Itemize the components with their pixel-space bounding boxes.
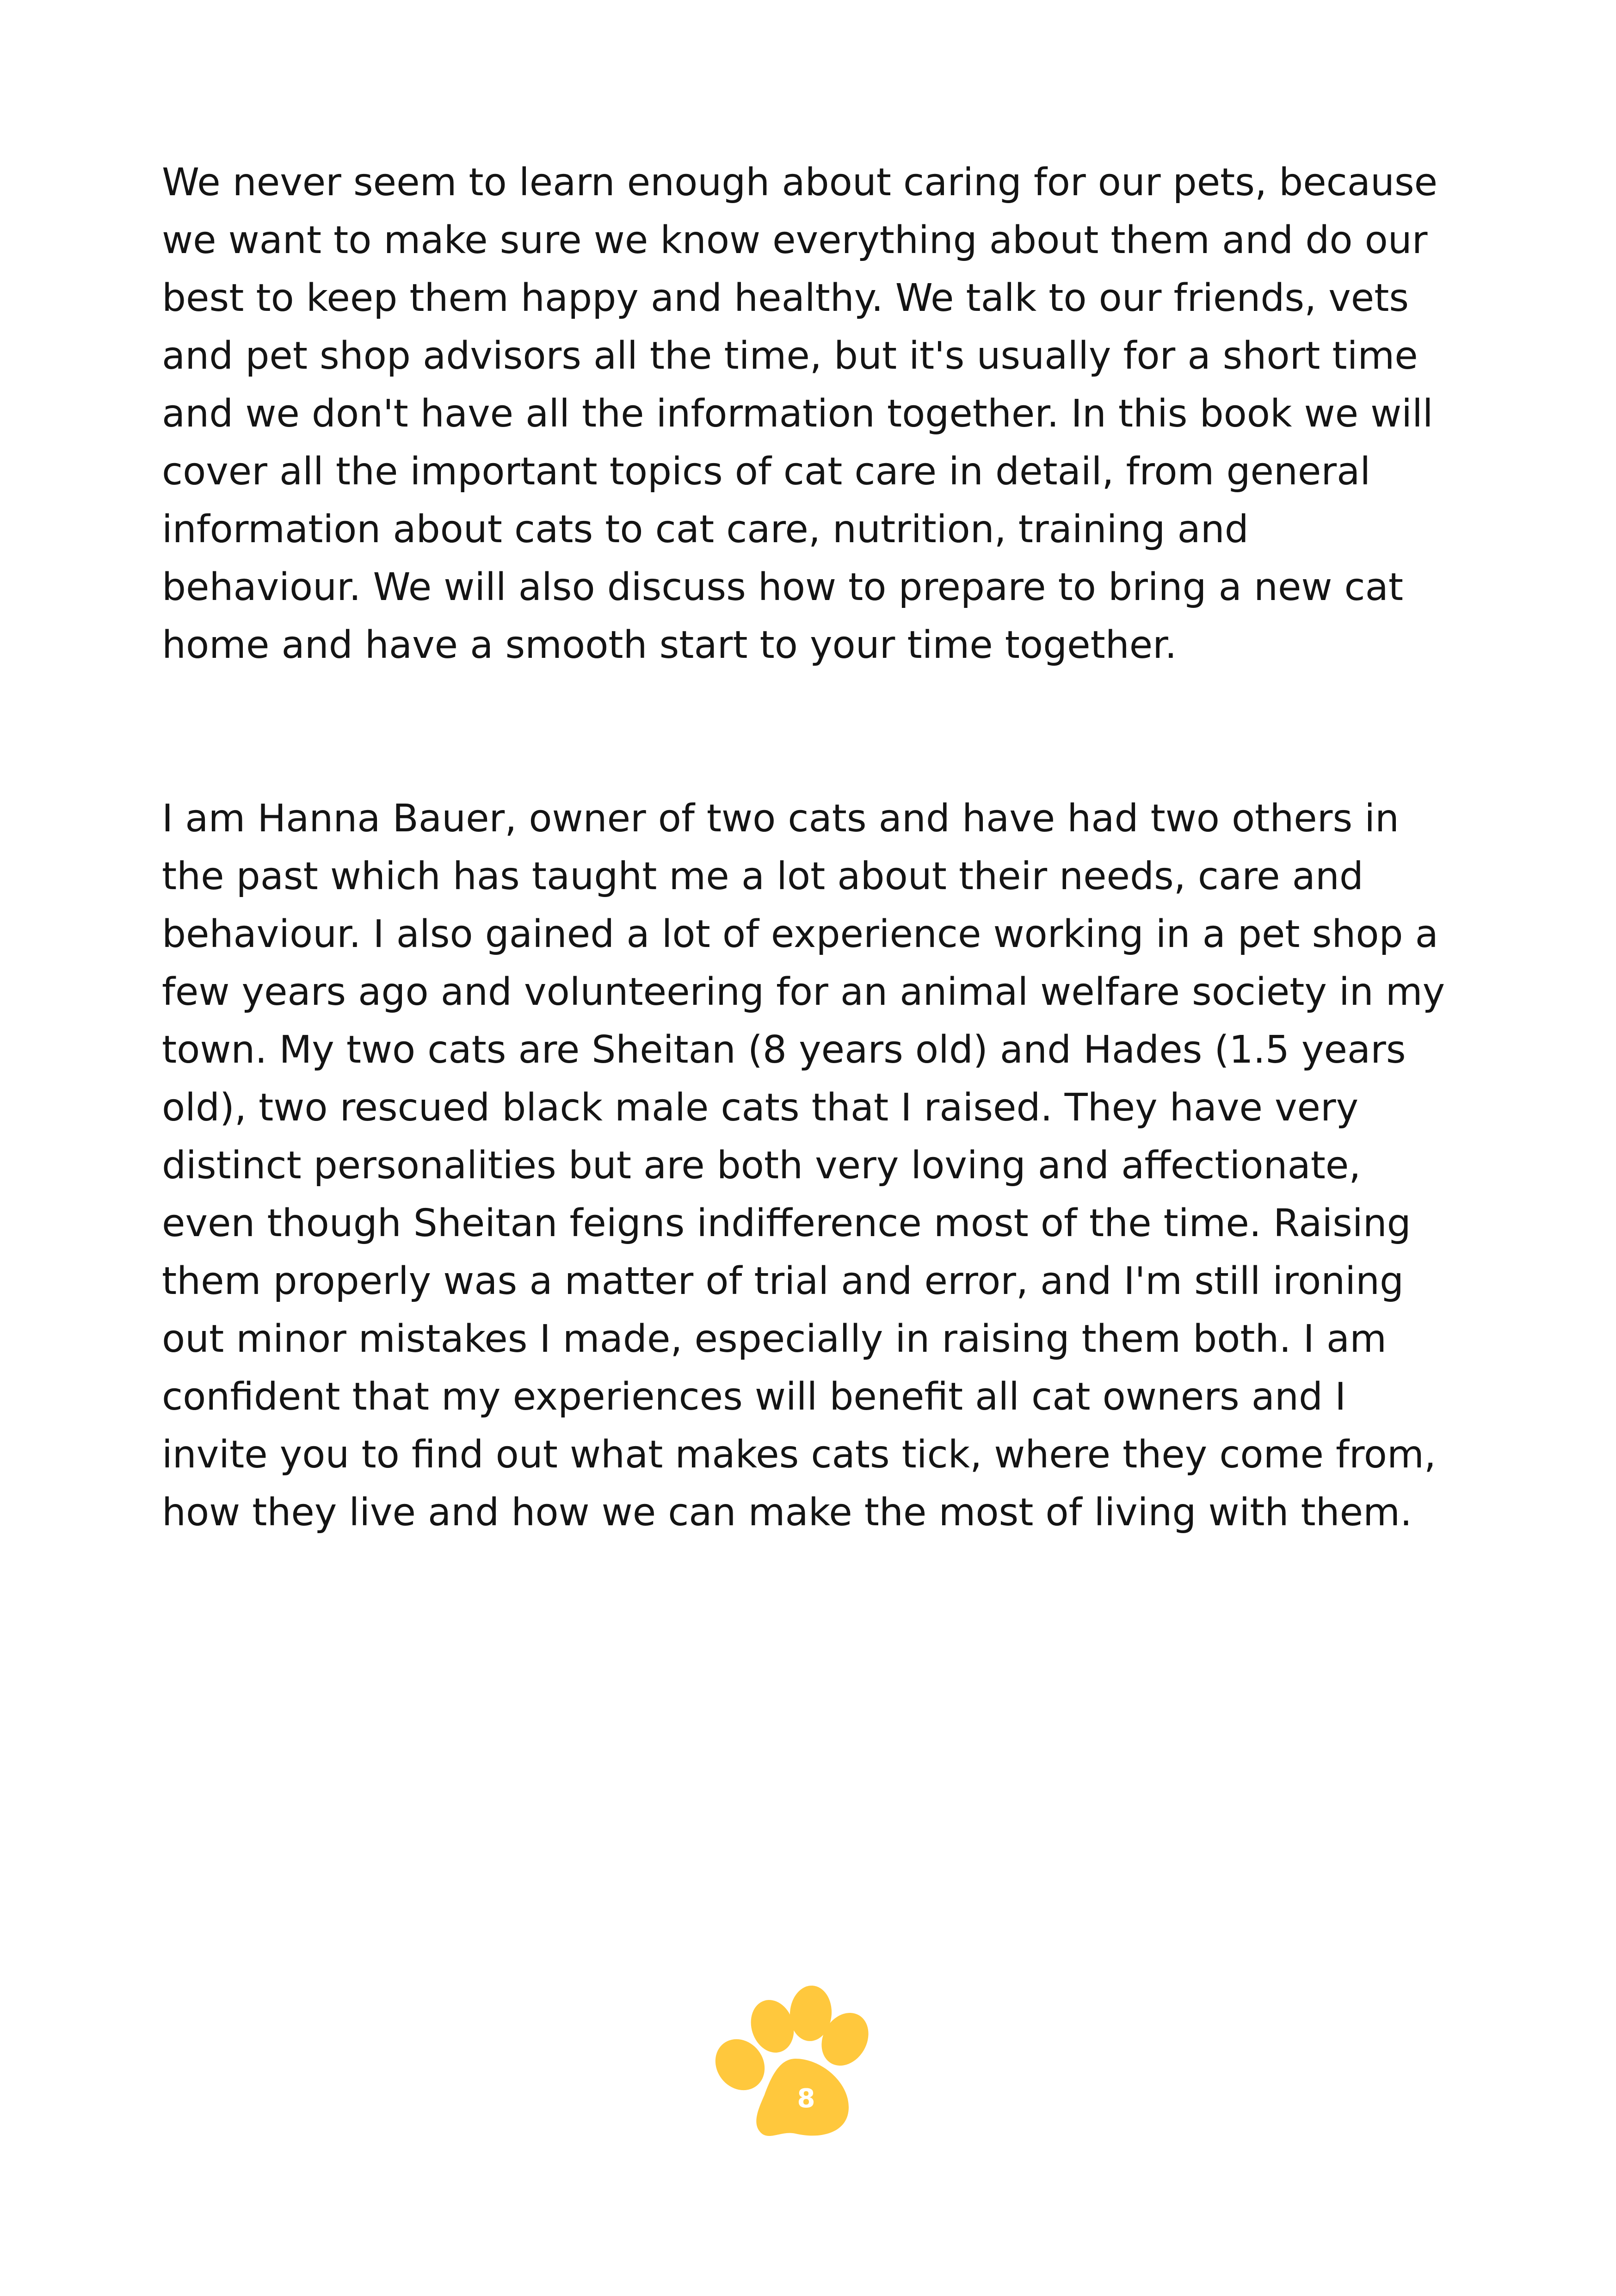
paragraph-author: I am Hanna Bauer, owner of two cats and have had two others in the past which has taught me a lot about their needs, care and behaviour. I also gained a lot of experience working in a pet shop a few years ago and volunteering for an animal welfare society in my town. My two cats are Sheitan (8 years old) and Hades (1.5 years old), two rescued black male cats that I raised. They have very distinct personalities but are both very loving and affectionate, even though Sheitan feigns indifference most of the time. Raising them properly was a matter of trial and error, and I'm still ironing out minor mistakes I made, especially in raising them both. I am confident that my experiences will benefit all cat owners and I invite you to find out what makes cats tick, where they come from, how they live and how we can make the most of living with them. [162, 797, 1445, 1535]
body-text [162, 154, 1457, 1541]
page-number-badge [715, 1985, 874, 2144]
paragraph-intro: We never seem to learn enough about caring for our pets, because we want to make sure we know everything about them and do our best to keep them happy and healthy. We talk to our friends, vets and pet shop advisors all the time, but it's usually for a short time and we don't have all the information together. In this book we will cover all the important topics of cat care in detail, from general information about cats to cat care, nutrition, training and behaviour. We will also discuss how to prepare to bring a new cat home and have a smooth start to your time together. [162, 161, 1438, 667]
paw-icon [715, 1985, 874, 2144]
page-number: 8 [797, 2084, 815, 2114]
